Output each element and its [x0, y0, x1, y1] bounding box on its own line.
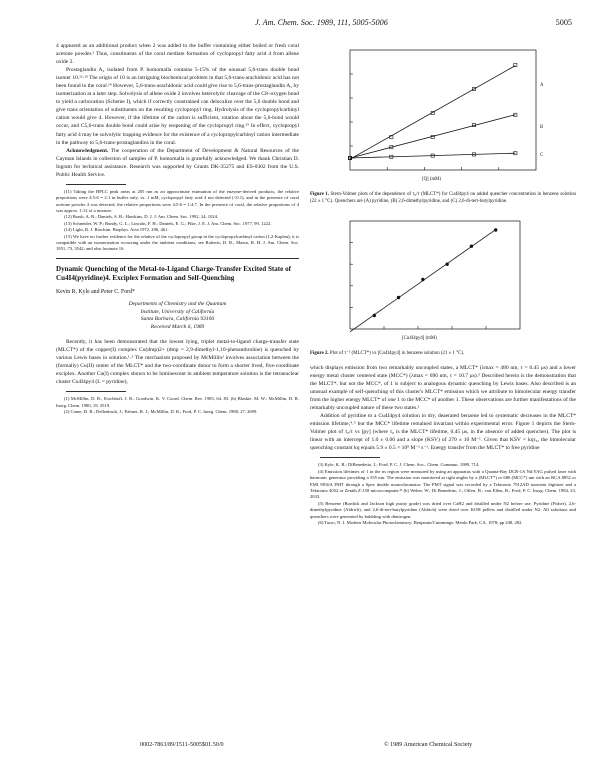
running-header	[0, 18, 600, 32]
footnote: (14) Light, R. J. Biochim. Biophys. Acta 1972, 296, 461.	[64, 227, 169, 233]
affiliation-line: Departments of Chemistry and the Quantum	[128, 301, 227, 308]
left-column	[56, 42, 299, 730]
affiliation-line: Santa Barbara, California 93106	[140, 316, 215, 323]
body-paragraph: which displays emission from two remarkably uncoupled states, a MLCT* (λmax = 480 nm, τ = 0.45 μs) and a lower energy metal cluster centered state (MCC*) (λmax = 690 nm, τ = 10.7 μs).³ Described herein is the demonstration that the MLCT*, but not the MCC*, of 1 is subject to analogous dynamic quenching by Lewis bases. Also described is an unusual example of self-quenching of this cluster's MLCT* emission which we attribute to bimolecular energy transfer from the higher energy MLCT* of one 1 to the MCC* of another 1. These observations are further manifestations of the remarkably uncoupled nature of these two states.³	[310, 364, 576, 412]
figure-2	[310, 211, 576, 349]
data-point	[494, 228, 497, 231]
figure-1-caption-text: Stern-Volmer plots of the dependence of τ₀/τ (MLCT*) for Cu4I4py4 on added quencher concentration in benzene solution (22 ± 1 °C). Quenchers are (A) pyridine, (B) 2,6-dimethylpyridine, and (C) 2,6-di-tert-butylpyridine.	[310, 192, 576, 204]
footnote: (6) Turro, N. J. Modern Molecular Photochemistry; Benjamin/Cummings: Menlo Park, CA, 1978; pp 248, 282.	[318, 519, 523, 525]
series-label-b: B	[540, 125, 544, 130]
figure-1	[310, 40, 576, 190]
intro-paragraph: Recently, it has been demonstrated that the lowest lying, triplet metal-to-ligand charge-transfer state (MLCT*) of the copper(I) complex Cu(dmp)2+ (dmp = 2,9-dimethyl-1,10-phenanthroline) is quenched by various Lewis bases in solution.¹˒² The mechanism proposed by McMillin² involves association between the (formally) Cu(II) center of the MLCT* and the two-coordinate donor to form a shorter lived, five-coordinate exciplex. Another Cu(I) complex shown to be luminescent in ambient temperature solution is the tetranuclear cluster Cu4I4py4 (L = pyridine),	[56, 338, 299, 386]
footnote-divider	[66, 391, 126, 392]
footnote: (1) McMillin, D. R.; Kirchhoff, J. R.; Goodwin, K. V. Coord. Chem. Rev. 1985, 64, 83. (b) Blaskie, M. W.; McMillin, D. R. Inorg. Chem. 1980, 19, 3519.	[56, 396, 299, 408]
article-code: 0002-7863/89/1511-5005$01.50/0	[140, 742, 224, 748]
footnote-divider	[320, 457, 380, 458]
x-axis-label: [Cu4I4py4] (mM)	[402, 336, 437, 342]
figure-1-plot	[310, 40, 576, 190]
series-label-a: A	[540, 83, 544, 88]
footnote: (2) Crane, D. R.; Dellenbach, J.; Palmer, B. J.; McMillin, D. R.; Ford, P. C. Inorg. Chem. 1988, 27, 2699.	[64, 408, 258, 414]
acknowledgment	[56, 147, 299, 179]
data-point	[421, 278, 424, 281]
footnote-divider	[66, 184, 126, 185]
figure-2-caption-label: Figure 2.	[310, 351, 329, 357]
data-point	[397, 296, 400, 299]
series-line-B	[350, 115, 515, 158]
article-title: Dynamic Quenching of the Metal-to-Ligand Charge-Transfer Excited State of Cu4I4(pyridine)4. Exciplex Formation and Self-Quenching	[56, 264, 291, 283]
footnote: (13) Schneider, W. P.; Bundy, G. L.; Lincoln, F. H.; Daniels, E. G.; Pike, J. E. J. Am. Chem. Soc. 1977, 99, 1222.	[64, 220, 272, 226]
x-axis-label: [Q] (mM)	[422, 177, 442, 182]
figure-1-caption-label: Figure 1.	[310, 192, 329, 197]
footnote: (4) Emission lifetimes of 1 in the ns region were measured by using an apparatus with a Quanta-Ray DCR-1A Nd:YAG pulsed laser with harmonic generator providing a 355 nm. The emission was monitored at right angles by a (MLCT*) or 680 (MCC*) nm with an RCA 8852 or EMI 9816A PMT through a Spex double monochromator. The PMT signal was recorded by a Tektronix 7912AD transient digitizer and a Tektronix 4052 or Zenith Z-158 microcomputer.²¹ (b) Weber, W.; Di Benedetto, J.; Offen, H.; von Ellen, B.; Ford, P. C. Inorg. Chem. 1984, 23, 2033.	[310, 468, 576, 500]
footnote: (3) Kyle, K. R.; DiBenedetto, J.; Ford, P. C. J. Chem. Soc., Chem. Commun. 1989, 714.	[318, 462, 480, 468]
series-label-c: C	[540, 153, 544, 158]
affiliation-line: Institute, University of California	[140, 308, 215, 315]
authors: Kevin R. Kyle and Peter C. Ford*	[56, 289, 135, 296]
page-number: 5005	[555, 18, 572, 27]
figure-2-plot	[310, 211, 576, 349]
copyright: © 1989 American Chemical Society	[384, 742, 473, 748]
body-paragraph: Addition of pyridine to a Cu4I4py4 solution in dry, deaerated benzene led to systematic decreases in the MLCT* emission lifetime,⁴˒⁵ but the MCC* lifetime remained invariant within experimental error. Figure 1 depicts the Stern-Volmer plot of τ₀/τ vs [py] (where τ₀ is the MLCT* lifetime, 0.45 μs, in the absence of added quencher). The plot is linear with an intercept of 1.0 ± 0.06 and a slope (KSV) of 270 ± 10 M⁻¹. Given that KSV = kqτ₀, the bimolecular quenching constant kq equals 5.9 ± 0.5 × 10⁸ M⁻¹ s⁻¹. Energy transfer from the MLCT* to free pyridine	[310, 413, 576, 452]
body-paragraph: Prostaglandin A₂ isolated from P. homomalla contains 5-15% of the unusual 5,6-trans double bond isomer 10.¹²·¹³ The origin of 10 is an intriguing biochemical problem in that 5,6-trans-arachidonic acid has not been found in the coral.¹⁴ However, 5,6-trans-arachidonic acid could give rise to 5,6-trans-prostaglandin A₂ by isomerization at a later step. Solvolysis of allene oxide 2 involves heterolytic cleavage of the C8–oxygen bond to yield a carbocation (Scheme I), which if correctly constrained can delocalize over the 5,6 double bond and give trans orientation of substituents on the resulting cyclopropyl ring. Hydrolysis of the cyclopropylcarbinyl cation would give 4. However, if the lifetime of the cation is sufficient, rotation about the 5,6-bond would occur, and C5,6-trans double bond could arise by reopening of the cyclopropyl ring.¹⁵ In effect, cyclopropyl fatty acid 4 may be solvolytic trapping evidence for the existence of a cyclopropylcarbinyl cation intermediate in the pathway to 5,6-trans-prostaglandins in the coral.	[56, 67, 299, 146]
plot-frame	[350, 50, 536, 170]
figure-1-caption	[310, 192, 576, 205]
plot-frame	[350, 221, 520, 329]
figure-2-caption-text: Plot of τ⁻¹ (MLCT*) vs [Cu4I4py4] in benzene solution (21 ± 1 °C).	[329, 351, 465, 357]
acknowledgment-text: The cooperation of the Department of Development & Natural Resources of the Cayman Islands in collection of samples of P. homomalla is gratefully acknowledged. We thank Christian D. Ingram for technical assistance. Research was supported by Grants DK-35275 and ES-0302 from the U.S. Public Health Service.	[56, 147, 299, 178]
journal-reference: J. Am. Chem. Soc. 1989, 111, 5005-5006	[255, 18, 388, 27]
acknowledgment-heading: Acknowledgment.	[66, 147, 109, 154]
footnote: (5) Benzene (Burdick and Jackson high purity grade) was dried over CaH2 and distilled under N2 before use. Pyridine (Fisher), 2,6-dimethylpyridine (Aldrich), and 2,6-di-tert-butylpyridine (Aldrich) were dried over KOH pellets and distilled under N2. All solutions and quenchers were generated by bubbling with dinitrogen.	[310, 500, 576, 519]
footnote: (15) We have no further evidence for the relative of the cyclopropyl group in the cyclopropylcarbinyl cation (1,2-Kaplan); it is compatible with an isomerization occurring under the ambient conditions, see Roberts, D. R.; Mazur, R. H. J. Am. Chem. Soc. 1951, 73, 3542; and also footnote 16.	[56, 233, 299, 252]
data-point	[470, 245, 473, 248]
data-point	[445, 263, 448, 266]
figure-2-caption	[310, 351, 576, 358]
series-line-A	[350, 66, 515, 160]
body-paragraph: 4 appeared as an additional product when 2 was added to the buffer containing either boiled or fresh coral acetone powder.¹ Thus, constituents of the coral mediate formation of cyclopropyl fatty acid 4 from allene oxide 2.	[56, 43, 299, 66]
footnote: (12) Brash, A. R.; Daniels, S. R.; Hawkins, D. J. J. Am. Chem. Soc. 1992, 24, 1024.	[64, 214, 219, 220]
received-date: Received March 6, 1989	[150, 324, 205, 331]
footnote: (11) Taking the HPLC peak areas at 205 nm as an approximate estimation of the enzyme-derived products, the relative proportions were 4:5:6 = 2:1 in buffer only, vs. 1 mM, cyclopropyl fatty acid 4 not detected (<0.1), and in the presence of coral acetone powder 4 was detected; the relative proportions were 4:5:6 = 1:4:7. In the presence of coral, the relative proportions of 4 was approx. 1:12 of a mixture.	[56, 188, 299, 214]
data-point	[373, 314, 376, 317]
affiliation	[56, 301, 299, 332]
article-divider	[56, 258, 299, 259]
right-column	[310, 40, 576, 730]
